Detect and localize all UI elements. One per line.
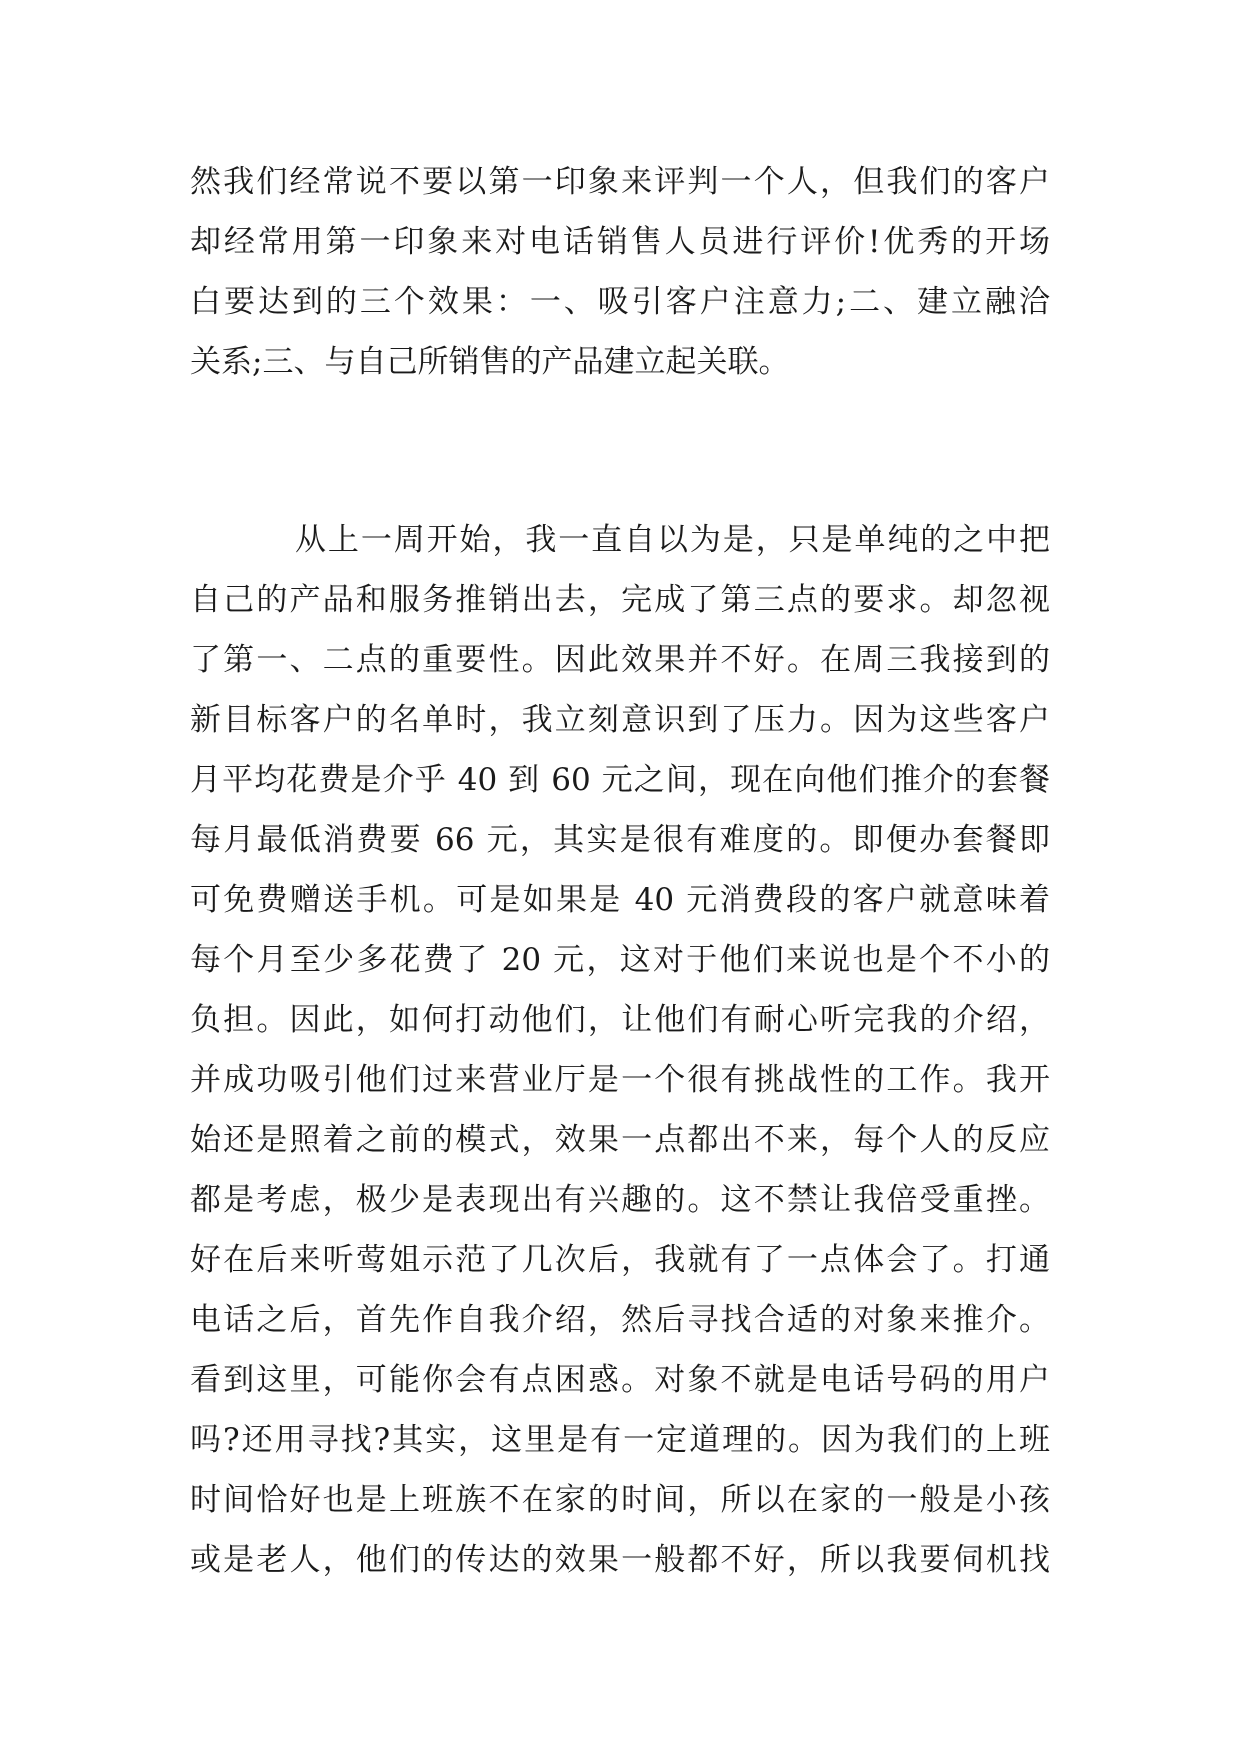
paragraph-2-line-17: 时间恰好也是上班族不在家的时间，所以在家的一般是小孩	[190, 1482, 1050, 1518]
paragraph-1-line-2: 却经常用第一印象来对电话销售人员进行评价!优秀的开场	[190, 224, 1050, 260]
paragraph-2-line-5: 月平均花费是介乎 40 到 60 元之间，现在向他们推介的套餐	[190, 762, 1050, 798]
paragraph-2-line-13: 好在后来听莺姐示范了几次后，我就有了一点体会了。打通	[190, 1242, 1050, 1278]
paragraph-2-line-11: 始还是照着之前的模式，效果一点都出不来，每个人的反应	[190, 1122, 1050, 1158]
paragraph-2-line-10: 并成功吸引他们过来营业厅是一个很有挑战性的工作。我开	[190, 1062, 1050, 1098]
paragraph-2-line-8: 每个月至少多花费了 20 元，这对于他们来说也是个不小的	[190, 942, 1050, 978]
paragraph-2-line-15: 看到这里，可能你会有点困惑。对象不就是电话号码的用户	[190, 1362, 1050, 1398]
paragraph-2-line-4: 新目标客户的名单时，我立刻意识到了压力。因为这些客户	[190, 702, 1050, 738]
paragraph-2-line-2: 自己的产品和服务推销出去，完成了第三点的要求。却忽视	[190, 582, 1050, 618]
paragraph-2-line-12: 都是考虑，极少是表现出有兴趣的。这不禁让我倍受重挫。	[190, 1182, 1050, 1218]
paragraph-2-line-3: 了第一、二点的重要性。因此效果并不好。在周三我接到的	[190, 642, 1050, 678]
paragraph-2-line-18: 或是老人，他们的传达的效果一般都不好，所以我要伺机找	[190, 1542, 1050, 1578]
paragraph-1-line-1: 然我们经常说不要以第一印象来评判一个人，但我们的客户	[190, 164, 1050, 200]
paragraph-2-line-1: 从上一周开始，我一直自以为是，只是单纯的之中把	[295, 522, 1050, 558]
paragraph-2	[190, 510, 1050, 1590]
paragraph-2-line-14: 电话之后，首先作自我介绍，然后寻找合适的对象来推介。	[190, 1302, 1050, 1338]
paragraph-2-line-16: 吗?还用寻找?其实，这里是有一定道理的。因为我们的上班	[190, 1422, 1050, 1458]
paragraph-2-line-9: 负担。因此，如何打动他们，让他们有耐心听完我的介绍，	[190, 1002, 1050, 1038]
paragraph-1	[190, 152, 1050, 392]
paragraph-2-line-7: 可免费赠送手机。可是如果是 40 元消费段的客户就意味着	[190, 882, 1050, 918]
paragraph-1-line-4: 关系;三、与自己所销售的产品建立起关联。	[190, 344, 790, 380]
paragraph-2-line-6: 每月最低消费要 66 元，其实是很有难度的。即便办套餐即	[190, 822, 1050, 858]
paragraph-1-line-3: 白要达到的三个效果：一、吸引客户注意力;二、建立融洽	[190, 284, 1050, 320]
